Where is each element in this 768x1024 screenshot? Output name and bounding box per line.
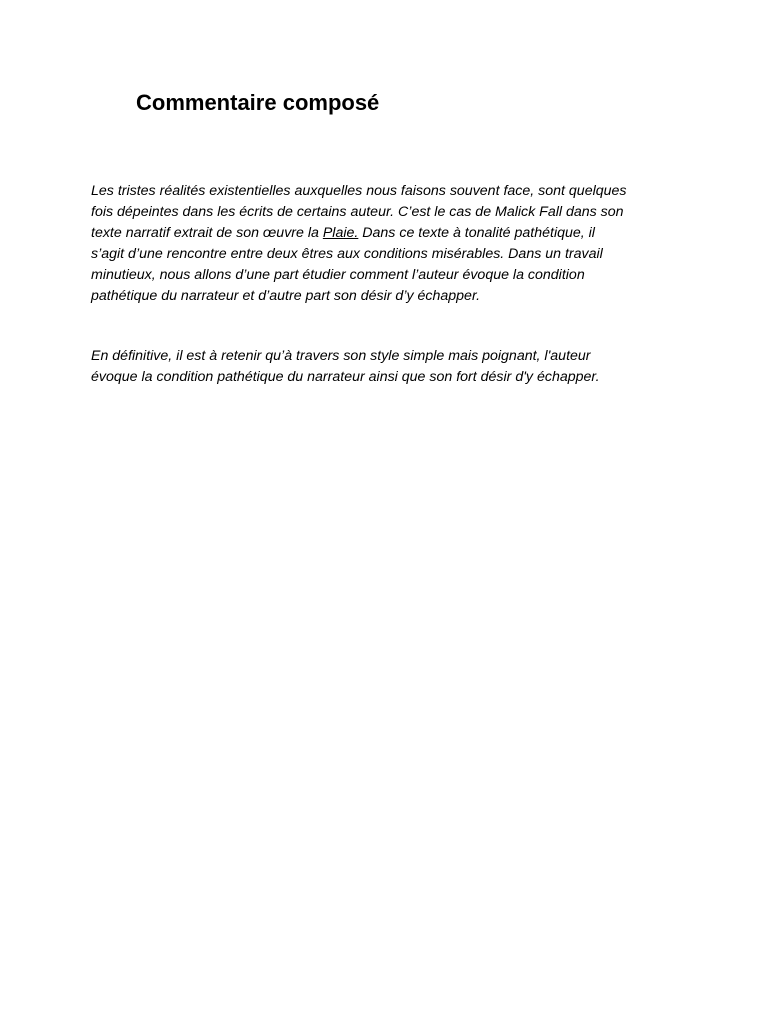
intro-line-3 — [91, 223, 627, 244]
conclusion-paragraph — [91, 346, 600, 388]
intro-line-5: minutieux, nous allons d’une part étudier comment l’auteur évoque la condition — [91, 267, 585, 283]
intro-line-3-start: texte narratif extrait de son œuvre la — [91, 225, 323, 241]
work-title: Plaie. — [322, 225, 359, 241]
conclusion-line-1: En définitive, il est à retenir qu’à travers son style simple mais poignant, l'auteur — [91, 348, 591, 364]
document-title: Commentaire composé — [136, 90, 380, 115]
introduction-paragraph — [91, 181, 627, 307]
conclusion-line-2: évoque la condition pathétique du narrateur ainsi que son fort désir d'y échapper. — [91, 369, 600, 385]
intro-line-1: Les tristes réalités existentielles auxquelles nous faisons souvent face, sont quelques — [91, 183, 627, 199]
intro-line-6: pathétique du narrateur et d’autre part son désir d’y échapper. — [91, 288, 481, 304]
intro-line-4: s’agit d’une rencontre entre deux êtres aux conditions misérables. Dans un travail — [91, 246, 603, 262]
intro-line-2: fois dépeintes dans les écrits de certains auteur. C’est le cas de Malick Fall dans son — [91, 204, 624, 220]
intro-line-3-end: Dans ce texte à tonalité pathétique, il — [358, 225, 595, 241]
